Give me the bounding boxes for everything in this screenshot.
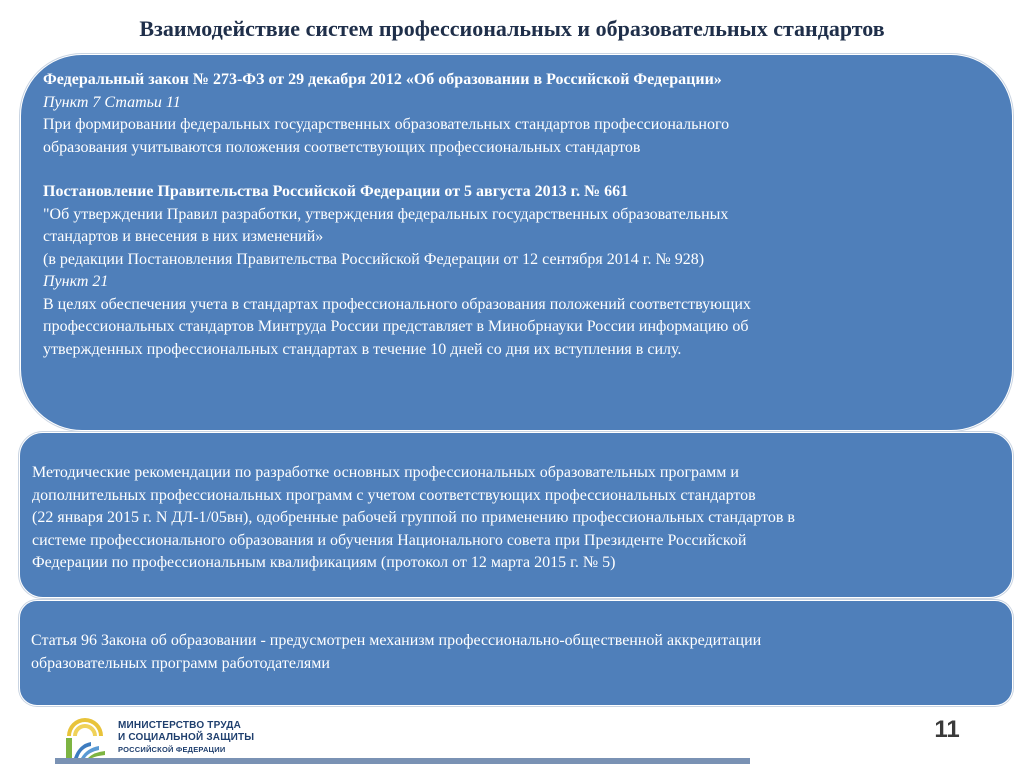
- ministry-line: И СОЦИАЛЬНОЙ ЗАЩИТЫ: [118, 732, 255, 743]
- panel-article-96: [19, 600, 1013, 706]
- slide-title: Взаимодействие систем профессиональных и образовательных стандартов: [139, 16, 885, 41]
- recommendations-line: системе профессионального образования и обучения Национального совета при Президенте Российской: [32, 531, 747, 549]
- ministry-name: [118, 720, 254, 755]
- ministry-line: МИНИСТЕРСТВО ТРУДА: [118, 720, 242, 731]
- page-number: 11: [934, 716, 960, 743]
- law-text-line: образования учитываются положения соответствующих профессиональных стандартов: [43, 138, 641, 156]
- decree-point: Пункт 21: [43, 273, 109, 290]
- law-heading: Федеральный закон № 273-ФЗ от 29 декабря 2012 «Об образовании в Российской Федерации»: [43, 71, 722, 88]
- recommendations-line: Методические рекомендации по разработке основных профессиональных образовательных программ и: [32, 464, 739, 481]
- recommendations-line: дополнительных профессиональных программ с учетом соответствующих профессиональных стандартов: [32, 486, 756, 504]
- decree-text-line: утвержденных профессиональных стандартах в течение 10 дней со дня их вступления в силу.: [43, 340, 682, 358]
- decree-text-line: профессиональных стандартов Минтруда России представляет в Минобрнауки России информацию об: [43, 318, 749, 335]
- recommendations-line: Федерации по профессиональным квалификациям (протокол от 12 марта 2015 г. № 5): [32, 554, 616, 571]
- footer-divider: [55, 758, 750, 764]
- ministry-line: РОССИЙСКОЙ ФЕДЕРАЦИИ: [118, 745, 226, 754]
- law-point: Пункт 7 Статьи 11: [43, 93, 181, 111]
- decree-text-line: В целях обеспечения учета в стандартах профессионального образования положений соответствующих: [43, 295, 751, 313]
- article-line: Статья 96 Закона об образовании - предусмотрен механизм профессионально-общественной аккредитации: [31, 632, 762, 649]
- law-text-line: При формировании федеральных государственных образовательных стандартов профессионального: [43, 116, 730, 133]
- article-line: образовательных программ работодателями: [31, 654, 330, 672]
- recommendations-line: (22 января 2015 г. N ДЛ-1/05вн), одобренные рабочей группой по применению профессиональных стандартов в: [32, 509, 795, 526]
- panel-methodical-recommendations: [19, 432, 1013, 598]
- decree-edition: (в редакции Постановления Правительства Российской Федерации от 12 сентября 2014 г. № 928): [43, 250, 705, 268]
- decree-title-line: "Об утверждении Правил разработки, утверждения федеральных государственных образовательных: [43, 205, 729, 223]
- ministry-logo-icon: [63, 716, 107, 760]
- decree-title-line: стандартов и внесения в них изменений»: [43, 228, 324, 245]
- panel-federal-law: [20, 54, 1013, 431]
- decree-heading: Постановление Правительства Российской Федерации от 5 августа 2013 г. № 661: [43, 183, 629, 200]
